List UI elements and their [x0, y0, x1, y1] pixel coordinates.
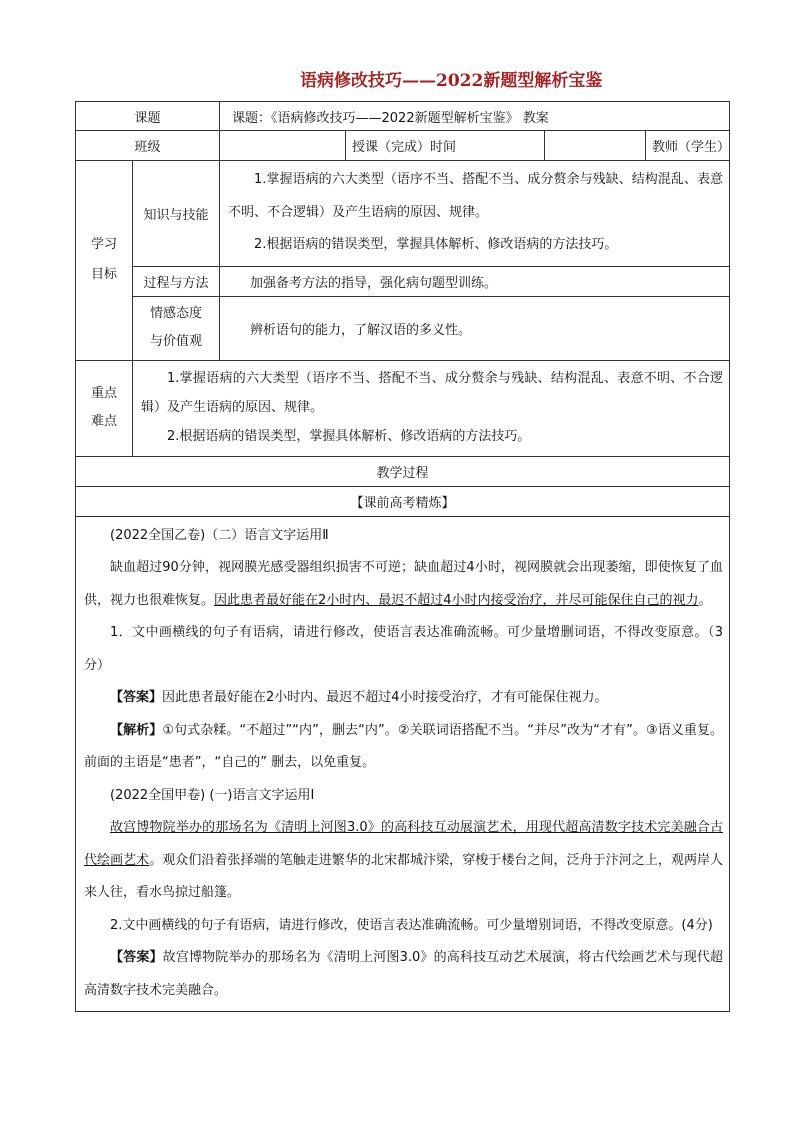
- topic-label: 课题: [76, 102, 220, 131]
- topic-value: 课题：《语病修改技巧——2022新题型解析宝鉴》 教案: [220, 102, 730, 131]
- process-row: [76, 266, 730, 296]
- q1-source: (2022全国乙卷)（二）语言文字运用Ⅱ: [110, 527, 329, 543]
- q2-source: (2022全国甲卷) (一)语言文字运用Ⅰ: [110, 787, 315, 803]
- knowledge-line-1: 1.掌握语病的六大类型（语序不当、搭配不当、成分赘余与残缺、结构混乱、表意不明、不合逻辑）及产生语病的原因、规律。: [228, 172, 724, 220]
- q1-passage: 缺血超过90分钟，视网膜光感受器组织损害不可逆；缺血超过4小时，视网膜就会出现萎缩，即使恢复了血供，视力也很难恢复。因此患者最好能在2小时内、最迟不超过4小时内接受治疗，并尽可能保住自己的视力。: [84, 560, 724, 608]
- process-header: 教学过程: [76, 456, 730, 486]
- knowledge-label: 知识与技能: [133, 161, 220, 267]
- process-header-row: [76, 456, 730, 486]
- exercise-content: [76, 516, 730, 1012]
- document-title: 语病修改技巧——2022新题型解析宝鉴: [300, 71, 603, 91]
- section-header-row: [76, 486, 730, 516]
- lesson-plan-table: [75, 101, 730, 1012]
- q1-answer: 【答案】因此患者最好能在2小时内、最迟不超过4小时接受治疗，才有可能保住视力。: [110, 690, 608, 705]
- q1-question: 1．文中画横线的句子有语病，请进行修改，使语言表达准确流畅。可少量增删词语，不得改变原意。（3分）: [84, 625, 724, 673]
- process-content: 加强备考方法的指导，强化病句题型训练。: [220, 266, 730, 296]
- keypoints-label: 重点 难点: [76, 360, 133, 456]
- q2-underlined-sentence: 故宫博物院举办的那场名为《清明上河图3.0》的高科技互动展演艺术，用现代超高清数字技术完美融合古代绘画艺术: [84, 820, 724, 868]
- knowledge-row: [76, 161, 730, 267]
- q1-analysis: 【解析】①句式杂糅。“不超过”“内”，删去“内”。②关联词语搭配不当。“并尽”改为“才有”。③语义重复。前面的主语是“患者”，“自己的” 删去，以免重复。: [84, 722, 724, 770]
- objectives-label: 学习 目标: [76, 161, 133, 361]
- keypoints-row: [76, 360, 730, 456]
- emotion-label: 情感态度 与价值观: [133, 296, 220, 360]
- q2-passage: 故宫博物院举办的那场名为《清明上河图3.0》的高科技互动展演艺术，用现代超高清数字技术完美融合古代绘画艺术。观众们沿着张择端的笔触走进繁华的北宋都城汴梁，穿梭于楼台之间，泛舟于汴河之上，观两岸人来人往，看水鸟掠过船篷。: [84, 820, 724, 900]
- knowledge-line-2: 2.根据语病的错误类型，掌握具体解析、修改语病的方法技巧。: [254, 237, 618, 252]
- time-value: [545, 131, 646, 161]
- q2-question: 2.文中画横线的句子有语病，请进行修改，使语言表达准确流畅。可少量增别词语，不得改变原意。(4分): [110, 917, 713, 933]
- class-label: 班级: [76, 131, 220, 161]
- time-label: 授课（完成）时间: [346, 131, 545, 161]
- process-label: 过程与方法: [133, 266, 220, 296]
- topic-row: [76, 102, 730, 131]
- emotion-row: [76, 296, 730, 360]
- keypoints-line-1: 1.掌握语病的六大类型（语序不当、搭配不当、成分赘余与残缺、结构混乱、表意不明、不合逻辑）及产生语病的原因、规律。: [141, 371, 724, 415]
- class-row: [76, 131, 730, 161]
- section-header: 【课前高考精炼】: [76, 486, 730, 516]
- keypoints-content: [133, 360, 730, 456]
- knowledge-content: [220, 161, 730, 267]
- q2-answer: 【答案】故宫博物院举办的那场名为《清明上河图3.0》的高科技互动艺术展演，将古代绘画艺术与现代超高清数字技术完美融合。: [84, 950, 724, 998]
- class-value: [220, 131, 346, 161]
- q1-underlined-sentence: 因此患者最好能在2小时内、最迟不超过4小时内接受治疗，并尽可能保住自己的视力: [214, 592, 699, 608]
- keypoints-line-2: 2.根据语病的错误类型，掌握具体解析、修改语病的方法技巧。: [167, 429, 531, 444]
- exercise-row: [76, 516, 730, 1012]
- emotion-content: 辨析语句的能力，了解汉语的多义性。: [220, 296, 730, 360]
- teacher-label: 教师（学生）: [646, 131, 730, 161]
